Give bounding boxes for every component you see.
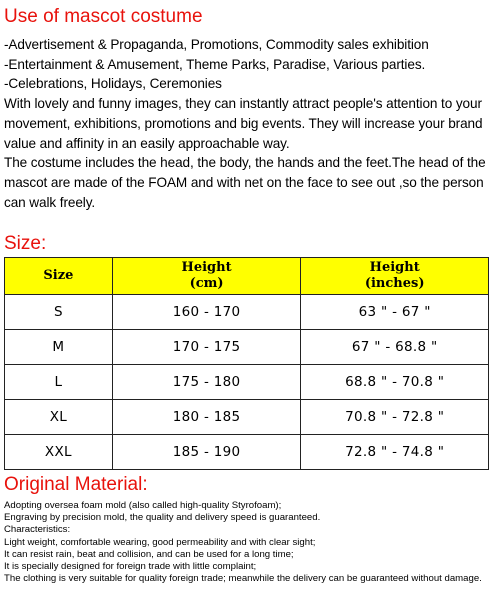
table-row: [5, 330, 489, 365]
size-table-header-row: [5, 258, 489, 295]
use-line-entertainment: -Entertainment & Amusement, Theme Parks, Paradise, Various parties.: [4, 56, 426, 72]
material-line: Engraving by precision mold, the quality and delivery speed is guaranteed.: [4, 512, 321, 524]
size-cell: XXL: [5, 435, 113, 470]
table-row: [5, 400, 489, 435]
table-row: [5, 435, 489, 470]
height-inches-cell: 70.8 " - 72.8 ": [301, 400, 489, 435]
use-line-celebrations: -Celebrations, Holidays, Ceremonies: [4, 76, 222, 92]
height-cm-column-header: Height (cm): [112, 258, 301, 295]
material-line: Adopting oversea foam mold (also called high-quality Styrofoam);: [4, 500, 282, 511]
size-cell: XL: [5, 400, 113, 435]
material-line: The clothing is very suitable for quality foreign trade; meanwhile the delivery can be guaranteed without damage.: [4, 573, 482, 585]
use-description: [4, 35, 498, 212]
height-cm-cell: 170 - 175: [112, 330, 301, 365]
height-cm-cell: 160 - 170: [112, 295, 301, 330]
use-line-advertisement: -Advertisement & Propaganda, Promotions, Commodity sales exhibition: [4, 37, 429, 52]
table-row: [5, 365, 489, 400]
use-paragraph-images: With lovely and funny images, they can instantly attract people's attention to your movement, exhibitions, promotions and big events. They will increase your brand value and affinity in an easily approachable way.: [4, 96, 483, 151]
table-row: [5, 295, 489, 330]
use-heading: Use of mascot costume: [4, 6, 203, 27]
height-inches-column-header: Height (inches): [301, 258, 489, 295]
size-cell: M: [5, 330, 113, 365]
use-paragraph-costume: The costume includes the head, the body, the hands and the feet.The head of the mascot are made of the FOAM and with net on the face to see out ,so the person can walk freely.: [4, 155, 486, 210]
material-characteristics-label: Characteristics:: [4, 524, 71, 536]
height-inches-cell: 67 " - 68.8 ": [301, 330, 489, 365]
size-cell: S: [5, 295, 113, 330]
size-cell: L: [5, 365, 113, 400]
height-inches-cell: 72.8 " - 74.8 ": [301, 435, 489, 470]
size-heading: Size:: [4, 233, 47, 254]
height-cm-cell: 175 - 180: [112, 365, 301, 400]
size-table: [4, 257, 489, 470]
height-cm-cell: 185 - 190: [112, 435, 301, 470]
height-inches-cell: 68.8 " - 70.8 ": [301, 365, 489, 400]
height-inches-cell: 63 " - 67 ": [301, 295, 489, 330]
size-column-header: Size: [5, 258, 113, 295]
material-line: It can resist rain, beat and collision, and can be used for a long time;: [4, 548, 294, 560]
material-line: It is specially designed for foreign trade with little complaint;: [4, 561, 257, 573]
material-description: [4, 500, 496, 585]
material-heading: Original Material:: [4, 474, 148, 495]
material-line: Light weight, comfortable wearing, good permeability and with clear sight;: [4, 536, 316, 548]
height-cm-cell: 180 - 185: [112, 400, 301, 435]
